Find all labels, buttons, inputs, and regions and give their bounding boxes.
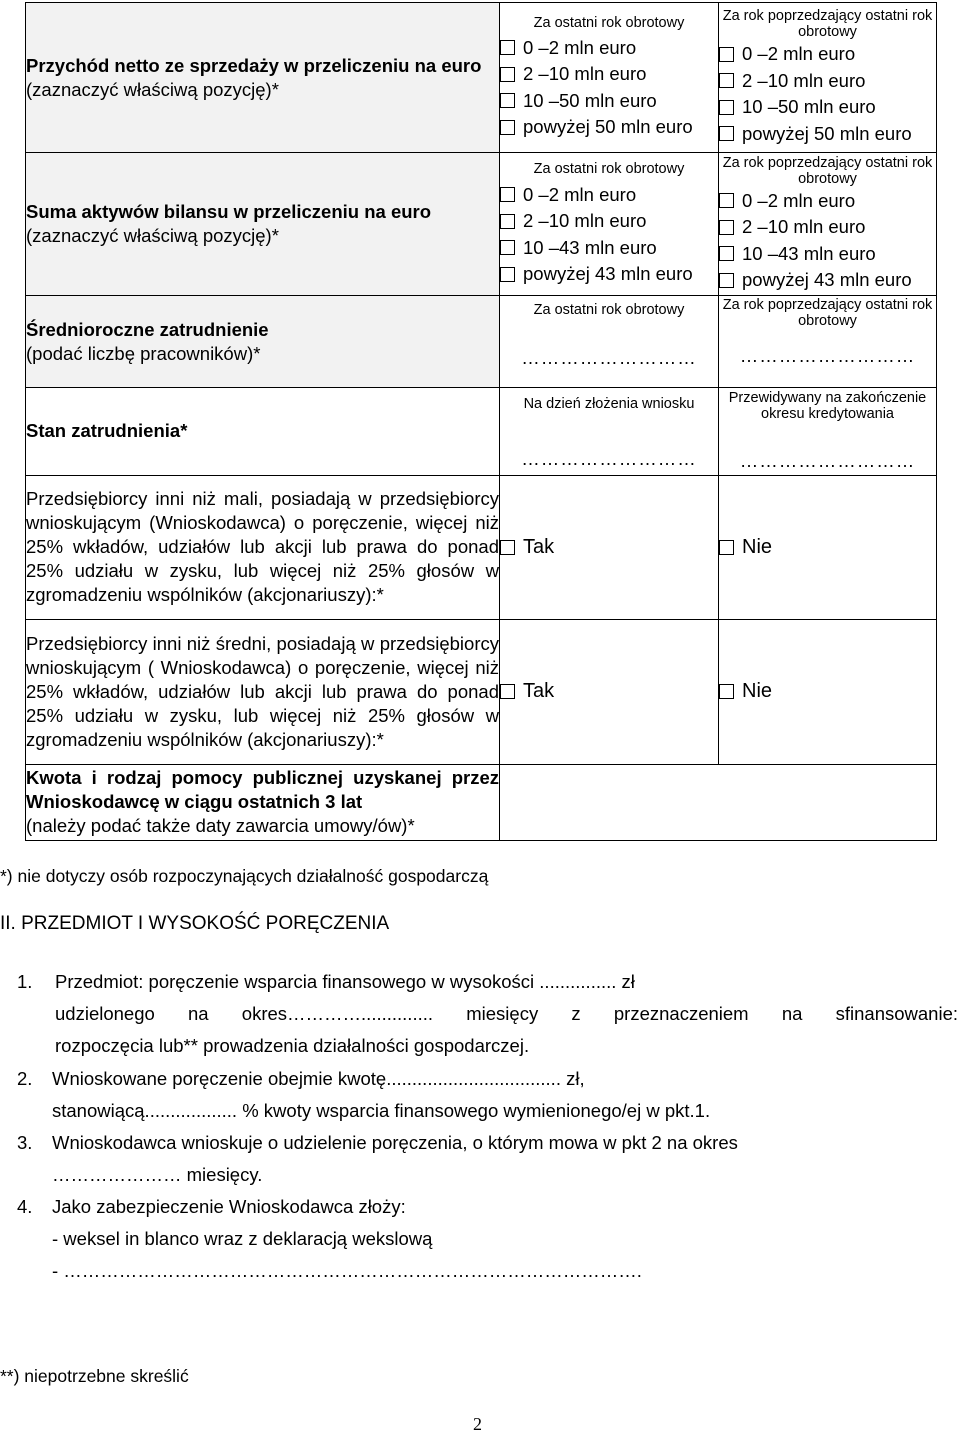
checkbox-icon[interactable] xyxy=(719,126,734,141)
public-aid-label-cell xyxy=(26,764,500,840)
avg-employment-label-bold: Średnioroczne zatrudnienie xyxy=(26,318,269,340)
non-small-yes-cell xyxy=(500,475,719,619)
public-aid-input-cell[interactable] xyxy=(500,764,937,840)
revenue-col1-option-4[interactable]: powyżej 50 mln euro xyxy=(500,114,718,141)
avg-employment-col1-header: Za ostatni rok obrotowy xyxy=(533,302,685,318)
item-1-line-b: udzielonego na okres………….............. miesięcy z przeznaczeniem na sfinansowanie: xyxy=(55,1003,958,1024)
revenue-col1-option-3[interactable]: 10 –50 mln euro xyxy=(500,88,718,115)
checkbox-icon[interactable] xyxy=(500,40,515,55)
avg-employment-label-cell xyxy=(26,296,500,388)
non-medium-ownership-label-cell xyxy=(26,619,500,764)
revenue-col1-option-2[interactable]: 2 –10 mln euro xyxy=(500,61,718,88)
non-small-no-option[interactable]: Nie xyxy=(719,534,936,561)
employment-col2-value[interactable]: ……………………… xyxy=(739,450,916,471)
checkbox-icon[interactable] xyxy=(719,246,734,261)
checkbox-icon[interactable] xyxy=(500,240,515,255)
checkbox-icon[interactable] xyxy=(500,187,515,202)
checkbox-icon[interactable] xyxy=(500,267,515,282)
employment-col1-header: Na dzień złożenia wniosku xyxy=(523,396,695,412)
avg-employment-col2-value[interactable]: ……………………… xyxy=(739,345,916,366)
revenue-col2-header: Za rok poprzedzający ostatni rok obrotowy xyxy=(722,8,933,40)
company-size-table xyxy=(25,2,937,841)
checkbox-icon[interactable] xyxy=(500,67,515,82)
non-small-ownership-label-cell xyxy=(26,475,500,619)
revenue-prev-year-cell xyxy=(719,3,937,153)
non-medium-yes-option[interactable]: Tak xyxy=(500,678,718,705)
assets-prev-year-cell xyxy=(719,153,937,296)
avg-employment-label-normal: (podać liczbę pracowników)* xyxy=(26,342,261,364)
non-medium-ownership-label: Przedsiębiorcy inni niż średni, posiadają w przedsiębiorcy wnioskującym ( Wnioskodawca) o poręczenie, więcej niż 25% wkładów, udziałów lub akcji lub prawa do ponad 25% udziału w zysku, lub więcej niż 25% głosów w zgromadzeniu wspólników (akcjonariuszy):* xyxy=(26,632,499,750)
revenue-col1-option-1[interactable]: 0 –2 mln euro xyxy=(500,35,718,62)
revenue-col2-option-1[interactable]: 0 –2 mln euro xyxy=(719,41,936,68)
checkbox-icon[interactable] xyxy=(719,684,734,699)
checkbox-icon[interactable] xyxy=(500,684,515,699)
avg-employment-col2-header: Za rok poprzedzający ostatni rok obrotowy xyxy=(722,297,933,329)
assets-col1-option-4[interactable]: powyżej 43 mln euro xyxy=(500,261,718,288)
revenue-label-bold: Przychód netto ze sprzedaży w przeliczeniu na euro xyxy=(26,54,482,76)
assets-col1-option-1[interactable]: 0 –2 mln euro xyxy=(500,182,718,209)
revenue-col1-header: Za ostatni rok obrotowy xyxy=(533,14,685,31)
item-4-line-b: - weksel in blanco wraz z deklaracją wekslową xyxy=(52,1228,433,1249)
item-1-number: 1. xyxy=(17,971,33,992)
item-2-line-b: stanowiącą.................. % kwoty wsparcia finansowego wymienionego/ej w pkt.1. xyxy=(52,1100,711,1121)
employment-label-bold: Stan zatrudnienia* xyxy=(26,420,188,442)
avg-employment-col1-value[interactable]: ……………………… xyxy=(521,347,697,368)
employment-end-of-credit-cell[interactable] xyxy=(719,388,937,476)
non-medium-no-option[interactable]: Nie xyxy=(719,678,936,705)
item-1-line-a: Przedmiot: poręczenie wsparcia finansowego w wysokości ............... zł xyxy=(55,971,635,992)
item-2-number: 2. xyxy=(17,1068,33,1089)
employment-label-cell xyxy=(26,388,500,476)
assets-col2-option-3[interactable]: 10 –43 mln euro xyxy=(719,241,936,268)
revenue-col2-option-4[interactable]: powyżej 50 mln euro xyxy=(719,121,936,148)
non-medium-no-cell xyxy=(719,619,937,764)
footnote-startup-exemption: *) nie dotyczy osób rozpoczynających działalność gospodarczą xyxy=(0,866,489,886)
public-aid-label-bold: Kwota i rodzaj pomocy publicznej uzyskanej przez Wnioskodawcę w ciągu ostatnich 3 lat xyxy=(26,767,499,812)
revenue-last-year-cell xyxy=(500,3,719,153)
checkbox-icon[interactable] xyxy=(719,100,734,115)
avg-employment-prev-year-cell[interactable] xyxy=(719,296,937,388)
revenue-col2-option-3[interactable]: 10 –50 mln euro xyxy=(719,94,936,121)
assets-col2-option-4[interactable]: powyżej 43 mln euro xyxy=(719,267,936,294)
checkbox-icon[interactable] xyxy=(719,193,734,208)
assets-label-bold: Suma aktywów bilansu w przeliczeniu na euro xyxy=(26,201,432,222)
item-3-number: 3. xyxy=(17,1132,33,1153)
checkbox-icon[interactable] xyxy=(719,273,734,288)
non-medium-yes-cell xyxy=(500,619,719,764)
assets-col1-option-3[interactable]: 10 –43 mln euro xyxy=(500,235,718,262)
page-number: 2 xyxy=(473,1414,482,1434)
checkbox-icon[interactable] xyxy=(500,214,515,229)
public-aid-label-normal: (należy podać także daty zawarcia umowy/ów)* xyxy=(26,815,415,836)
assets-col2-header: Za rok poprzedzający ostatni rok obrotowy xyxy=(722,154,933,187)
assets-last-year-cell xyxy=(500,153,719,296)
assets-label-cell xyxy=(26,153,500,296)
assets-col1-option-2[interactable]: 2 –10 mln euro xyxy=(500,208,718,235)
item-4-line-c: - …………………………………………………………………………………. xyxy=(52,1260,642,1281)
avg-employment-last-year-cell[interactable] xyxy=(500,296,719,388)
item-3-line-b: ………………… miesięcy. xyxy=(52,1164,263,1185)
assets-label-normal: (zaznaczyć właściwą pozycję)* xyxy=(26,225,279,246)
item-3-line-a: Wnioskodawca wnioskuje o udzielenie poręczenia, o którym mowa w pkt 2 na okres xyxy=(52,1132,738,1153)
item-4-line-a: Jako zabezpieczenie Wnioskodawca złoży: xyxy=(52,1196,406,1217)
non-small-no-cell xyxy=(719,475,937,619)
checkbox-icon[interactable] xyxy=(500,120,515,135)
non-small-ownership-label: Przedsiębiorcy inni niż mali, posiadają w przedsiębiorcy wnioskującym (Wnioskodawca) o poręczenie, więcej niż 25% wkładów, udziałów lub akcji lub prawa do ponad 25% udziału w zysku, lub więcej niż 25% głosów w zgromadzeniu wspólników (akcjonariuszy):* xyxy=(26,488,499,605)
checkbox-icon[interactable] xyxy=(719,540,734,555)
assets-col1-header: Za ostatni rok obrotowy xyxy=(533,160,685,177)
revenue-col2-option-2[interactable]: 2 –10 mln euro xyxy=(719,68,936,95)
footnote-strike-unnecessary: **) niepotrzebne skreślić xyxy=(0,1366,189,1386)
checkbox-icon[interactable] xyxy=(500,93,515,108)
item-2-line-a: Wnioskowane poręczenie obejmie kwotę.................................. zł, xyxy=(52,1068,585,1089)
employment-col1-value[interactable]: ……………………… xyxy=(521,448,697,469)
assets-col2-option-2[interactable]: 2 –10 mln euro xyxy=(719,214,936,241)
checkbox-icon[interactable] xyxy=(719,47,734,62)
non-small-yes-option[interactable]: Tak xyxy=(500,534,718,561)
checkbox-icon[interactable] xyxy=(719,73,734,88)
item-1-line-c: rozpoczęcia lub** prowadzenia działalności gospodarczej. xyxy=(55,1035,530,1056)
assets-col2-option-1[interactable]: 0 –2 mln euro xyxy=(719,188,936,215)
checkbox-icon[interactable] xyxy=(500,540,515,555)
revenue-label-normal: (zaznaczyć właściwą pozycję)* xyxy=(26,78,279,100)
employment-col2-header: Przewidywany na zakończenie okresu kredytowania xyxy=(728,390,927,422)
employment-application-date-cell[interactable] xyxy=(500,388,719,476)
revenue-label-cell xyxy=(26,3,500,153)
section-title: II. PRZEDMIOT I WYSOKOŚĆ PORĘCZENIA xyxy=(0,913,390,934)
checkbox-icon[interactable] xyxy=(719,220,734,235)
item-4-number: 4. xyxy=(17,1196,33,1217)
